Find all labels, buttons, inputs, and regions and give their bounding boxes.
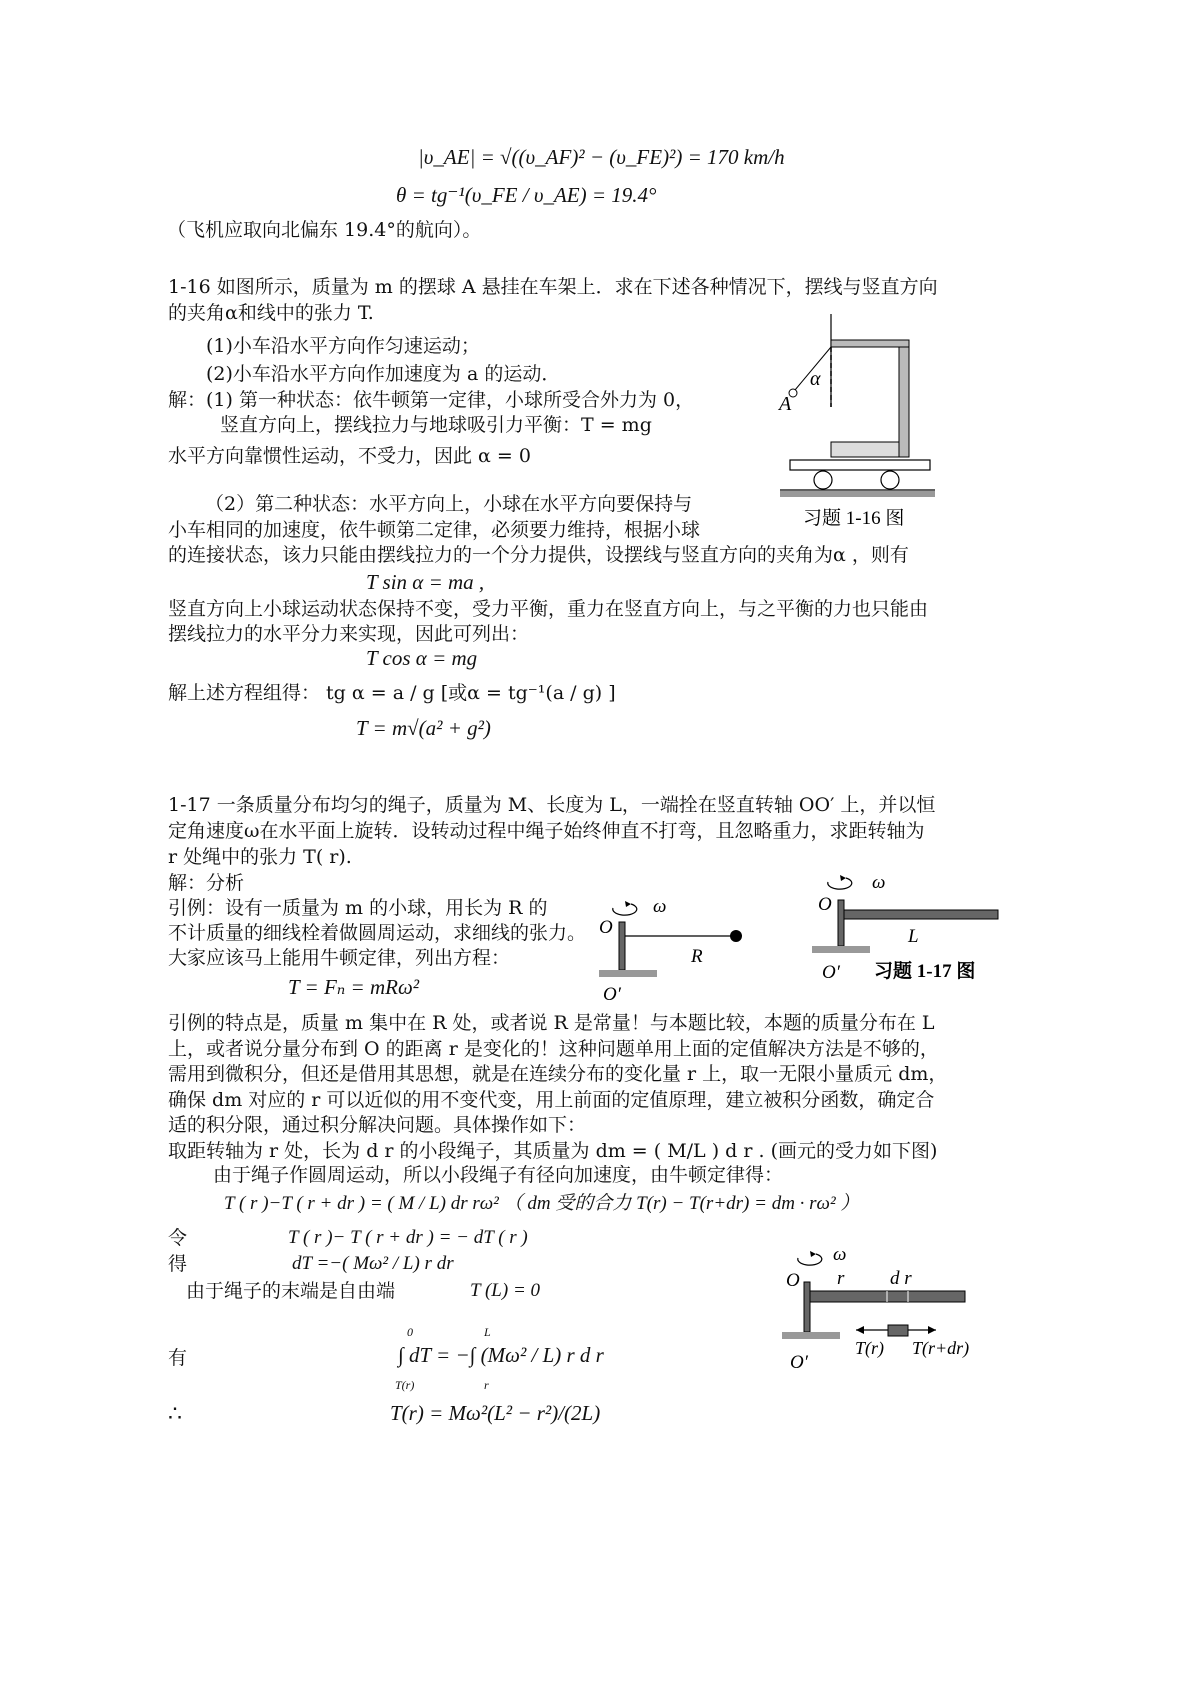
solution2-line1: （2）第二种状态：水平方向上，小球在水平方向要保持与 — [205, 493, 693, 515]
equation-integral: ∫ dT = −∫ (Mω² / L) r d r — [398, 1343, 604, 1367]
integral-lower-1: T(r) — [395, 1378, 415, 1392]
word-ling: 令 — [168, 1227, 188, 1249]
figure-element — [780, 1240, 990, 1375]
solution2-line6: 解上述方程组得： tg α = a / g [或α = tg⁻¹(a / g) ] — [168, 682, 616, 704]
word-de: 得 — [168, 1253, 188, 1275]
equation-Fn: T = Fₙ = mRω² — [288, 975, 420, 999]
equation-tsin: T sin α = ma , — [366, 570, 485, 594]
problem-1-16-line2: 的夹角α和线中的张力 T. — [168, 302, 374, 324]
analysis-line7: 需用到微积分，但还是借用其思想，就是在连续分布的变化量 r 上，取一无限小量质元 dm， — [168, 1063, 948, 1085]
label-dr: d r — [890, 1268, 912, 1289]
problem-1-17-line2: 定角速度ω在水平面上旋转．设转动过程中绳子始终伸直不打弯，且忽略重力，求距转轴为 — [168, 820, 925, 842]
label-L: L — [908, 926, 919, 947]
solution2-line3: 的连接状态，该力只能由摆线拉力的一个分力提供，设摆线与竖直方向的夹角为α ，则有 — [168, 544, 909, 566]
analysis-line1: 解：分析 — [168, 872, 245, 894]
label-r: r — [837, 1268, 845, 1289]
analysis-line9: 适的积分限，通过积分解决问题。具体操作如下： — [168, 1114, 587, 1136]
equation-diff: T ( r )−T ( r + dr ) = ( M / L) dr rω² （ dm 受的合力 T(r) − T(r+dr) = dm · rω² ） — [224, 1193, 860, 1214]
solution2-line5: 摆线拉力的水平分力来实现，因此可列出： — [168, 623, 530, 645]
figure-1-16-caption: 习题 1-16 图 — [803, 508, 905, 529]
problem-1-16-case2: (2)小车沿水平方向作加速度为 a 的运动． — [206, 363, 561, 385]
solution2-line2: 小车相同的加速度，依牛顿第二定律，必须要力维持，根据小球 — [168, 519, 701, 541]
label-O-prime: O′ — [790, 1352, 808, 1373]
solution2-line4: 竖直方向上小球运动状态保持不变，受力平衡，重力在竖直方向上，与之平衡的力也只能由 — [168, 598, 929, 620]
figure-1-16 — [775, 312, 940, 530]
label-O-prime: O′ — [603, 984, 621, 1005]
solution1-line2: 竖直方向上，摆线拉力与地球吸引力平衡：T = mg — [220, 414, 652, 436]
equation-T: T = m√(a² + g²) — [356, 716, 491, 740]
figure-1-17 — [810, 870, 1005, 985]
analysis-line3: 不计质量的细线栓着做圆周运动，求细线的张力。 — [168, 922, 587, 944]
analysis-line8: 确保 dm 对应的 r 可以近似的用不变代变，用上前面的定值原理，建立被积分函数，确定合 — [168, 1089, 935, 1111]
therefore-symbol: ∴ — [168, 1402, 182, 1427]
figure-example — [595, 890, 765, 1005]
analysis-line10: 取距转轴为 r 处，长为 d r 的小段绳子，其质量为 dm = ( M/L ) d r . (画元的受力如下图) — [168, 1140, 938, 1162]
free-end-text: 由于绳子的末端是自由端 — [186, 1280, 396, 1302]
equation-free: T (L) = 0 — [470, 1280, 541, 1301]
analysis-line4: 大家应该马上能用牛顿定律，列出方程： — [168, 947, 511, 969]
label-omega: ω — [653, 896, 667, 917]
problem-1-16-line1: 1-16 如图所示，质量为 m 的摆球 A 悬挂在车架上．求在下述各种情况下，摆线与竖直方向 — [168, 276, 938, 298]
analysis-line11: 由于绳子作圆周运动，所以小段绳子有径向加速度，由牛顿定律得： — [213, 1164, 784, 1186]
label-O-prime: O′ — [822, 962, 840, 983]
label-O: O — [818, 894, 832, 915]
equation-tcos: T cos α = mg — [366, 646, 478, 670]
equation-vae: |υ_AE| = √((υ_AF)² − (υ_FE)²) = 170 km/h — [418, 145, 785, 169]
equation-final: T(r) = Mω²(L² − r²)/(2L) — [390, 1401, 601, 1425]
solution1-line3: 水平方向靠惯性运动，不受力，因此 α = 0 — [168, 445, 531, 467]
label-R: R — [691, 946, 703, 967]
integral-upper-1: 0 — [407, 1325, 413, 1339]
label-A: A — [779, 393, 792, 415]
solution1-line1: 解：(1) 第一种状态：依牛顿第一定律，小球所受合外力为 0， — [168, 389, 695, 411]
label-O: O — [599, 917, 613, 938]
equation-ling: T ( r )− T ( r + dr ) = − dT ( r ) — [288, 1227, 528, 1248]
label-omega: ω — [872, 872, 886, 893]
label-Tr: T(r) — [855, 1338, 885, 1358]
analysis-line5: 引例的特点是，质量 m 集中在 R 处，或者说 R 是常量！与本题比较，本题的质量分布在 L — [168, 1012, 935, 1034]
word-you: 有 — [168, 1347, 188, 1369]
problem-1-16-case1: (1)小车沿水平方向作匀速运动； — [206, 335, 480, 357]
label-alpha: α — [810, 368, 821, 390]
integral-upper-2: L — [484, 1325, 491, 1339]
label-O: O — [786, 1270, 800, 1291]
figure-1-17-caption: 习题 1-17 图 — [874, 961, 976, 982]
equation-theta: θ = tg⁻¹(υ_FE / υ_AE) = 19.4° — [396, 183, 657, 207]
integral-lower-2: r — [484, 1378, 489, 1392]
equation-de: dT =−( Mω² / L) r dr — [292, 1253, 454, 1274]
label-Trdr: T(r+dr) — [912, 1338, 970, 1358]
analysis-line2: 引例：设有一质量为 m 的小球，用长为 R 的 — [168, 897, 548, 919]
heading-note: （飞机应取向北偏东 19.4°的航向）。 — [167, 219, 482, 241]
label-omega: ω — [833, 1244, 847, 1265]
analysis-line6: 上，或者说分量分布到 O 的距离 r 是变化的！这种问题单用上面的定值解决方法是不够的， — [168, 1038, 939, 1060]
problem-1-17-line3: r 处绳中的张力 T( r). — [168, 846, 352, 868]
problem-1-17-line1: 1-17 一条质量分布均匀的绳子，质量为 M、长度为 L，一端拴在竖直转轴 OO′ 上，并以恒 — [168, 794, 936, 816]
